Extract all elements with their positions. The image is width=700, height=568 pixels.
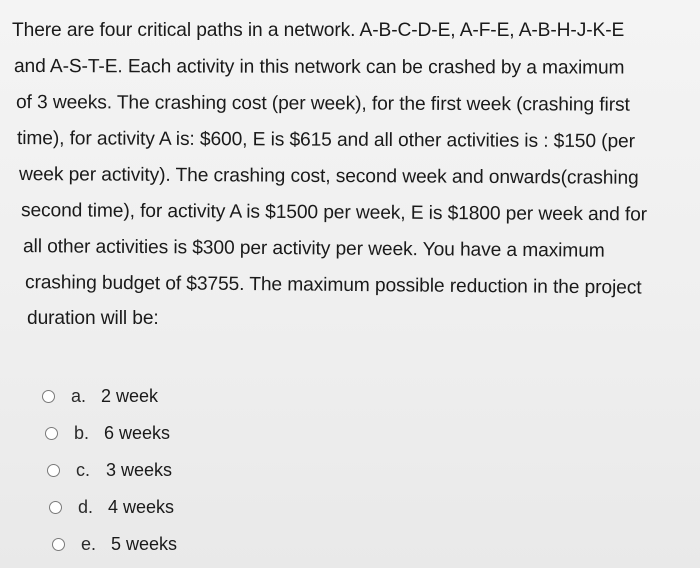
radio-icon[interactable] — [45, 427, 58, 440]
option-b[interactable] — [42, 415, 442, 452]
radio-icon[interactable] — [47, 464, 60, 477]
radio-icon[interactable] — [42, 390, 55, 403]
option-label: 5 weeks — [111, 534, 178, 554]
option-letter: c. — [76, 460, 91, 480]
question-line: of 3 weeks. The crashing cost (per week), for the first week (crashing first — [15, 92, 630, 116]
question-line: crashing budget of $3755. The maximum possible reduction in the project — [24, 272, 642, 299]
option-letter: a. — [71, 386, 87, 406]
question-line: duration will be: — [27, 308, 159, 329]
question-text — [12, 13, 688, 337]
option-letter: e. — [81, 534, 97, 554]
question-line: second time), for activity A is $1500 per week, E is $1800 per week and for — [20, 200, 648, 226]
option-d[interactable] — [42, 489, 442, 526]
answer-options — [42, 378, 442, 563]
question-line: week per activity). The crashing cost, second week and onwards(crashing — [18, 164, 639, 189]
option-label: 4 weeks — [108, 497, 175, 517]
option-c[interactable] — [42, 452, 442, 489]
question-line: all other activities is $300 per activity per week. You have a maximum — [22, 236, 605, 262]
option-letter: b. — [74, 423, 90, 443]
question-line: There are four critical paths in a network. A-B-C-D-E, A-F-E, A-B-H-J-K-E — [12, 20, 625, 41]
option-label: 3 weeks — [106, 460, 173, 480]
radio-icon[interactable] — [52, 538, 65, 551]
question-line: time), for activity A is: $600, E is $615 and all other activities is : $150 (per — [16, 128, 635, 153]
question-line: and A-S-T-E. Each activity in this network can be crashed by a maximum — [13, 56, 625, 79]
option-e[interactable] — [42, 526, 442, 563]
option-label: 6 weeks — [104, 423, 171, 443]
option-a[interactable] — [42, 378, 442, 415]
radio-icon[interactable] — [49, 501, 62, 514]
option-label: 2 week — [101, 386, 159, 406]
option-letter: d. — [78, 497, 94, 517]
